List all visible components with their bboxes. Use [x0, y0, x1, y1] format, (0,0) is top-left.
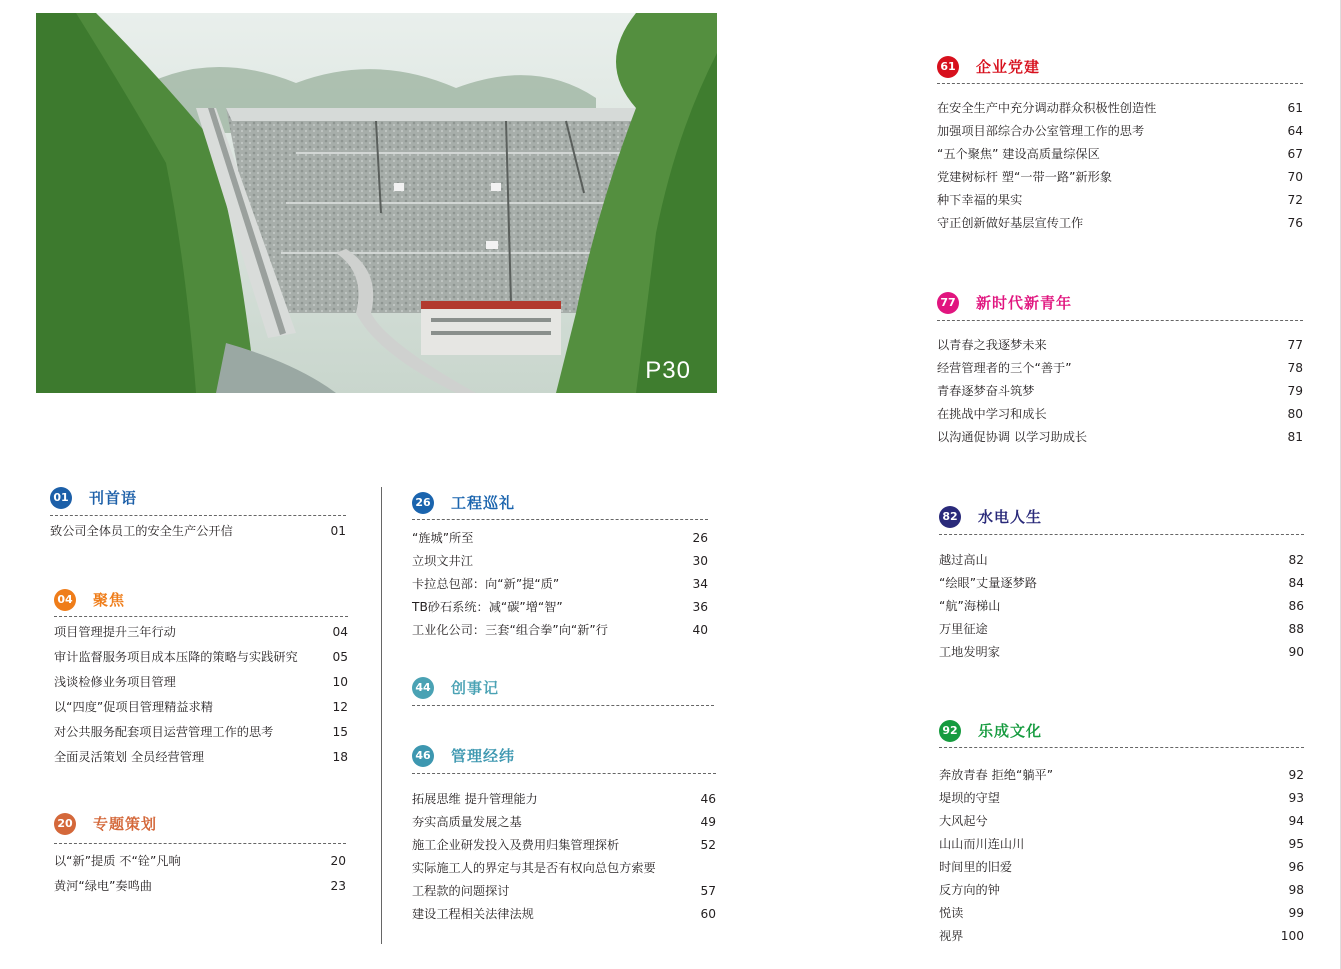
toc-entry-page: 12	[332, 700, 348, 714]
section-special-topic	[54, 813, 346, 893]
toc-entry-title: 以“新”提质 不“铨”凡响	[54, 854, 181, 868]
section-title: 聚焦	[93, 591, 126, 609]
toc-entry[interactable]	[937, 167, 1303, 187]
toc-entry-title: 堤坝的守望	[939, 791, 1000, 805]
toc-entry-page: 20	[330, 854, 346, 868]
section-divider	[939, 747, 1304, 748]
toc-entry-title: 工业化公司：三套“组合拳”向“新”行	[412, 623, 608, 637]
toc-entry-title: “五个聚焦” 建设高质量综保区	[937, 147, 1100, 161]
toc-entry-title: 越过高山	[939, 553, 988, 567]
toc-entry-page: 94	[1288, 814, 1304, 828]
toc-entry-page: 99	[1288, 906, 1304, 920]
toc-entry[interactable]	[937, 358, 1303, 378]
toc-entry-title: 项目管理提升三年行动	[54, 625, 176, 639]
section-title: 乐成文化	[978, 722, 1043, 740]
toc-entry-page: 18	[332, 750, 348, 764]
section-chronicle	[412, 677, 714, 701]
section-number-badge: 77	[937, 292, 959, 314]
toc-entry-page: 57	[700, 884, 716, 898]
section-header	[50, 487, 346, 511]
toc-entry[interactable]	[939, 926, 1304, 946]
section-number-badge: 01	[50, 487, 72, 509]
toc-entry-title: 拓展思维 提升管理能力	[412, 792, 538, 806]
section-number-badge: 20	[54, 813, 76, 835]
toc-entry-page: 90	[1288, 645, 1304, 659]
section-number-badge: 44	[412, 677, 434, 699]
toc-entry[interactable]	[54, 851, 346, 871]
section-divider	[412, 519, 708, 520]
toc-entry-page: 40	[692, 623, 708, 637]
toc-entry-page: 77	[1287, 338, 1303, 352]
toc-entry-title: 审计监督服务项目成本压降的策略与实践研究	[54, 650, 298, 664]
toc-entry-page: 64	[1287, 124, 1303, 138]
toc-entry[interactable]	[939, 857, 1304, 877]
toc-entry[interactable]	[937, 213, 1303, 233]
toc-entry-title: 建设工程相关法律法规	[412, 907, 534, 921]
section-divider	[54, 616, 348, 617]
toc-entry[interactable]	[939, 550, 1304, 570]
section-divider	[412, 705, 714, 706]
toc-entry[interactable]	[412, 904, 716, 924]
toc-entry-title: 奔放青春 拒绝“躺平”	[939, 768, 1054, 782]
toc-entry-page: 86	[1288, 599, 1304, 613]
toc-entry[interactable]	[937, 335, 1303, 355]
toc-entry-page: 01	[330, 524, 346, 538]
toc-entry-page: 49	[700, 815, 716, 829]
toc-entry-page: 79	[1287, 384, 1303, 398]
toc-entry-title: TB砂石系统：减“碳”增“智”	[412, 600, 563, 614]
toc-entry-title: 青春逐梦奋斗筑梦	[937, 384, 1035, 398]
section-title: 创事记	[451, 679, 500, 697]
toc-entry-title: 以“四度”促项目管理精益求精	[54, 700, 213, 714]
toc-entry[interactable]	[412, 597, 708, 617]
toc-entry-title: 黄河“绿电”奏鸣曲	[54, 879, 152, 893]
cover-photo-dam	[36, 13, 717, 393]
toc-entry-title: 守正创新做好基层宣传工作	[937, 216, 1084, 230]
section-header	[939, 720, 1304, 744]
toc-entry[interactable]	[412, 574, 708, 594]
toc-entry-title: 时间里的旧爱	[939, 860, 1013, 874]
toc-entry[interactable]	[937, 121, 1303, 141]
section-number-badge: 26	[412, 492, 434, 514]
toc-entry-page: 76	[1287, 216, 1303, 230]
toc-entry-page: 82	[1288, 553, 1304, 567]
toc-entry-page: 23	[330, 879, 346, 893]
toc-entry-page: 98	[1288, 883, 1304, 897]
toc-entry-page: 93	[1288, 791, 1304, 805]
section-divider	[937, 320, 1303, 321]
toc-entry[interactable]	[939, 880, 1304, 900]
section-number-badge: 61	[937, 56, 959, 78]
section-header	[937, 56, 1303, 80]
toc-entry-page: 52	[700, 838, 716, 852]
toc-entry-title: 施工企业研发投入及费用归集管理探析	[412, 838, 620, 852]
toc-entry-page: 05	[332, 650, 348, 664]
section-number-badge: 46	[412, 745, 434, 767]
toc-entry[interactable]	[939, 834, 1304, 854]
toc-entry[interactable]	[939, 788, 1304, 808]
toc-entry-title: “旌城”所至	[412, 531, 474, 545]
section-divider	[412, 773, 716, 774]
toc-entry-page: 34	[692, 577, 708, 591]
toc-entry-page: 70	[1287, 170, 1303, 184]
toc-entry-title: 实际施工人的界定与其是否有权向总包方索要	[412, 861, 656, 875]
toc-entry[interactable]	[939, 765, 1304, 785]
toc-entry-page: 10	[332, 675, 348, 689]
toc-entry[interactable]	[939, 642, 1304, 662]
toc-entry-title: 工程款的问题探讨	[412, 884, 510, 898]
toc-entry-page: 60	[700, 907, 716, 921]
section-hydro-life	[939, 506, 1304, 659]
toc-entry[interactable]	[937, 404, 1303, 424]
toc-entry-title: 大风起兮	[939, 814, 988, 828]
section-number-badge: 04	[54, 589, 76, 611]
toc-entry-title: 万里征途	[939, 622, 988, 636]
toc-entry-title: 浅谈检修业务项目管理	[54, 675, 176, 689]
toc-entry[interactable]	[937, 144, 1303, 164]
section-number-badge: 92	[939, 720, 961, 742]
section-header	[412, 492, 708, 516]
toc-entry-page: 96	[1288, 860, 1304, 874]
section-header	[54, 589, 348, 613]
toc-entry[interactable]	[54, 697, 348, 717]
toc-entry-title: 山山而川连山川	[939, 837, 1025, 851]
toc-entry[interactable]	[937, 427, 1303, 447]
toc-entry-page: 26	[692, 531, 708, 545]
toc-entry-title: 悦读	[939, 906, 964, 920]
column-divider	[381, 487, 382, 944]
toc-entry-title: 经营管理者的三个“善于”	[937, 361, 1072, 375]
toc-entry[interactable]	[939, 903, 1304, 923]
toc-entry-title: 在挑战中学习和成长	[937, 407, 1047, 421]
toc-entry[interactable]	[54, 672, 348, 692]
toc-entry-title: 对公共服务配套项目运营管理工作的思考	[54, 725, 274, 739]
toc-entry-page: 61	[1287, 101, 1303, 115]
toc-entry[interactable]	[50, 521, 346, 541]
toc-entry[interactable]	[412, 858, 716, 878]
section-header	[939, 506, 1304, 530]
section-title: 刊首语	[89, 489, 138, 507]
toc-entry-title: 工地发明家	[939, 645, 1000, 659]
toc-entry-page: 88	[1288, 622, 1304, 636]
toc-entry[interactable]	[412, 835, 716, 855]
toc-entry-title: 加强项目部综合办公室管理工作的思考	[937, 124, 1145, 138]
toc-entry[interactable]	[937, 98, 1303, 118]
section-management	[412, 745, 716, 921]
toc-entry-title: 以沟通促协调 以学习助成长	[937, 430, 1088, 444]
toc-entry[interactable]	[412, 620, 708, 640]
toc-entry[interactable]	[939, 811, 1304, 831]
toc-entry-page: 46	[700, 792, 716, 806]
section-divider	[50, 515, 346, 516]
toc-entry[interactable]	[412, 551, 708, 571]
toc-entry[interactable]	[939, 619, 1304, 639]
section-party-building	[937, 56, 1303, 230]
toc-entry-title: 党建树标杆 塑“一带一路”新形象	[937, 170, 1112, 184]
toc-entry[interactable]	[54, 647, 348, 667]
toc-entry-title: 视界	[939, 929, 964, 943]
section-header	[412, 745, 716, 769]
toc-entry-title: 夯实高质量发展之基	[412, 815, 522, 829]
section-header	[54, 813, 346, 837]
section-header	[937, 292, 1303, 316]
toc-entry-page: 78	[1287, 361, 1303, 375]
dam-illustration	[36, 13, 717, 393]
photo-page-label: P30	[645, 357, 691, 384]
section-focus	[54, 589, 348, 764]
toc-entry-title: 致公司全体员工的安全生产公开信	[50, 524, 233, 538]
toc-entry[interactable]	[937, 190, 1303, 210]
section-header	[412, 677, 714, 701]
toc-entry-title: 种下幸福的果实	[937, 193, 1023, 207]
toc-entry-page: 36	[692, 600, 708, 614]
section-foreword	[50, 487, 346, 538]
toc-entry-page: 30	[692, 554, 708, 568]
toc-entry-title: 立坝文井江	[412, 554, 473, 568]
toc-entry[interactable]	[937, 381, 1303, 401]
toc-entry-page: 81	[1287, 430, 1303, 444]
section-divider	[939, 534, 1304, 535]
section-divider	[54, 843, 346, 844]
section-project-tour	[412, 492, 708, 637]
toc-entry[interactable]	[412, 881, 716, 901]
toc-entry[interactable]	[939, 573, 1304, 593]
section-culture	[939, 720, 1304, 943]
toc-entry-title: 卡拉总包部：向“新”提“质”	[412, 577, 560, 591]
section-title: 水电人生	[978, 508, 1043, 526]
toc-entry[interactable]	[412, 789, 716, 809]
section-title: 工程巡礼	[451, 494, 516, 512]
toc-entry-page: 92	[1288, 768, 1304, 782]
section-title: 管理经纬	[451, 747, 516, 765]
section-title: 企业党建	[976, 58, 1041, 76]
toc-entry-page: 95	[1288, 837, 1304, 851]
toc-entry-page: 67	[1287, 147, 1303, 161]
toc-entry-page: 04	[332, 625, 348, 639]
section-number-badge: 82	[939, 506, 961, 528]
toc-entry-title: 以青春之我逐梦未来	[937, 338, 1047, 352]
toc-entry-title: “绘眼”丈量逐梦路	[939, 576, 1037, 590]
toc-entry[interactable]	[939, 596, 1304, 616]
toc-entry-page: 84	[1288, 576, 1304, 590]
toc-entry[interactable]	[54, 722, 348, 742]
toc-entry-title: 反方向的钟	[939, 883, 1000, 897]
toc-entry-title: 全面灵活策划 全员经营管理	[54, 750, 205, 764]
toc-entry[interactable]	[412, 812, 716, 832]
toc-entry-page: 72	[1287, 193, 1303, 207]
toc-entry[interactable]	[412, 528, 708, 548]
section-new-youth	[937, 292, 1303, 444]
toc-entry-page: 80	[1287, 407, 1303, 421]
toc-entry-page: 15	[332, 725, 348, 739]
toc-entry-page: 100	[1280, 929, 1304, 943]
toc-entry-title: “航”海梯山	[939, 599, 1001, 613]
section-divider	[937, 83, 1303, 84]
section-title: 专题策划	[93, 815, 158, 833]
toc-entry-title: 在安全生产中充分调动群众积极性创造性	[937, 101, 1157, 115]
toc-entry[interactable]	[54, 747, 348, 767]
toc-entry[interactable]	[54, 876, 346, 896]
toc-entry[interactable]	[54, 622, 348, 642]
section-title: 新时代新青年	[976, 294, 1073, 312]
